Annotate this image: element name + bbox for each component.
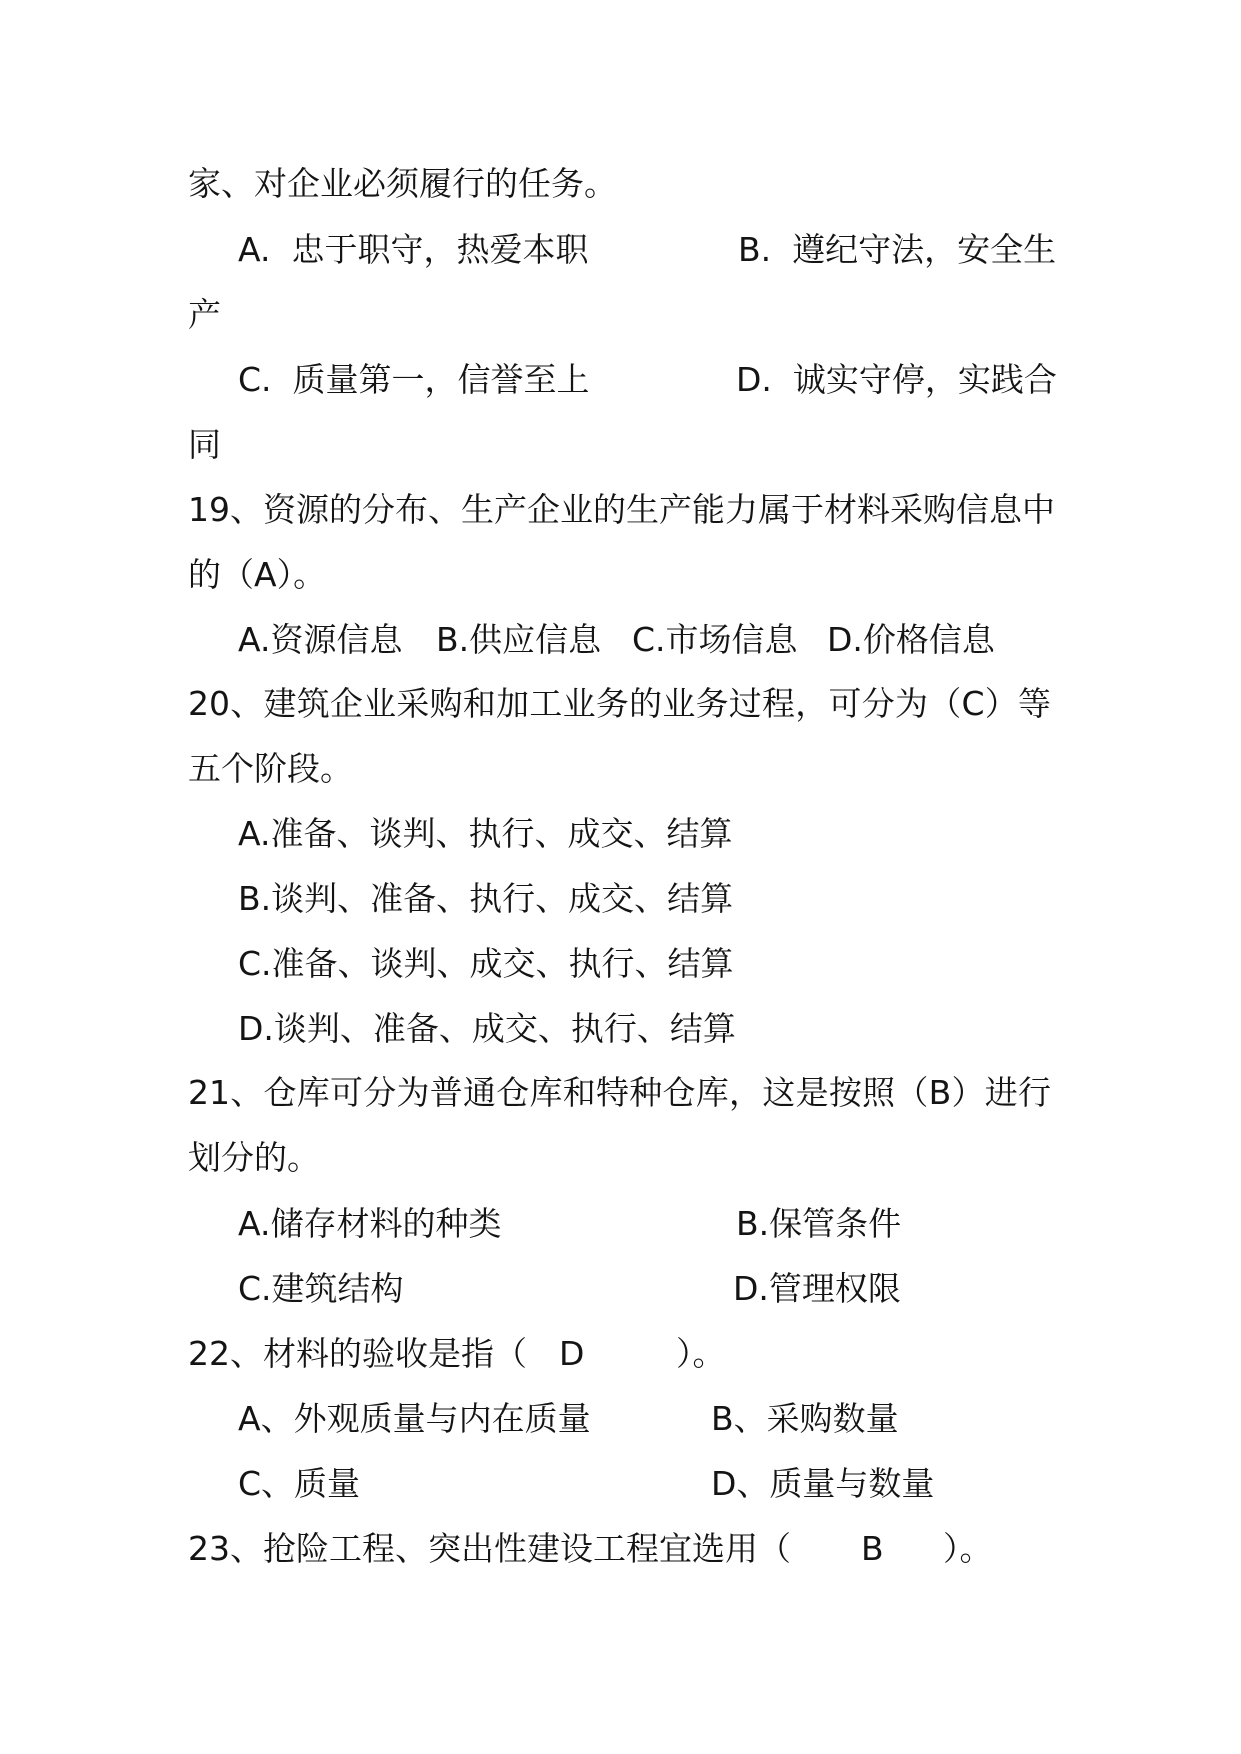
q19-option-b: B.供应信息 [436, 620, 602, 659]
q18-option-d-wrap: 同 [188, 425, 221, 464]
q22-option-d: D、质量与数量 [711, 1464, 935, 1503]
q21-option-a: A.储存材料的种类 [238, 1204, 502, 1243]
q18-option-b-wrap: 产 [188, 295, 221, 334]
q23-stem: 23、抢险工程、突出性建设工程宜选用（ [188, 1529, 791, 1568]
q22-answer: D [559, 1334, 585, 1373]
q18-option-d: D. 诚实守停，实践合 [736, 360, 1057, 399]
q21-option-d: D.管理权限 [733, 1269, 901, 1308]
q18-option-c: C. 质量第一，信誉至上 [238, 360, 590, 399]
q20-option-b: B.谈判、准备、执行、成交、结算 [238, 879, 734, 918]
q23-answer: B [861, 1529, 884, 1568]
q21-stem-line2: 划分的。 [188, 1138, 320, 1177]
q22-option-a: A、外观质量与内在质量 [238, 1399, 591, 1438]
q20-option-c: C.准备、谈判、成交、执行、结算 [238, 944, 734, 983]
q20-option-d: D.谈判、准备、成交、执行、结算 [238, 1009, 736, 1048]
q18-option-a: A. 忠于职守，热爱本职 [238, 230, 589, 269]
q19-option-d: D.价格信息 [827, 620, 995, 659]
q21-option-b: B.保管条件 [736, 1204, 902, 1243]
q22-stem: 22、材料的验收是指（ [188, 1334, 527, 1373]
q20-option-a: A.准备、谈判、执行、成交、结算 [238, 814, 733, 853]
q22-option-b: B、采购数量 [711, 1399, 899, 1438]
q19-option-c: C.市场信息 [632, 620, 798, 659]
q21-stem-line1: 21、仓库可分为普通仓库和特种仓库，这是按照（B）进行 [188, 1073, 1051, 1112]
q19-stem-line2: 的（A）。 [188, 555, 327, 594]
q21-option-c: C.建筑结构 [238, 1269, 404, 1308]
q20-stem-line1: 20、建筑企业采购和加工业务的业务过程，可分为（C）等 [188, 684, 1051, 723]
q18-stem-continuation: 家、对企业必须履行的任务。 [188, 164, 617, 203]
q18-option-b: B. 遵纪守法，安全生 [738, 230, 1057, 269]
q22-option-c: C、质量 [238, 1464, 361, 1503]
q22-stem-end: ）。 [676, 1334, 726, 1373]
q20-stem-line2: 五个阶段。 [188, 749, 353, 788]
q23-stem-end: ）。 [943, 1529, 993, 1568]
q19-option-a: A.资源信息 [238, 620, 403, 659]
q19-stem-line1: 19、资源的分布、生产企业的生产能力属于材料采购信息中 [188, 490, 1055, 529]
